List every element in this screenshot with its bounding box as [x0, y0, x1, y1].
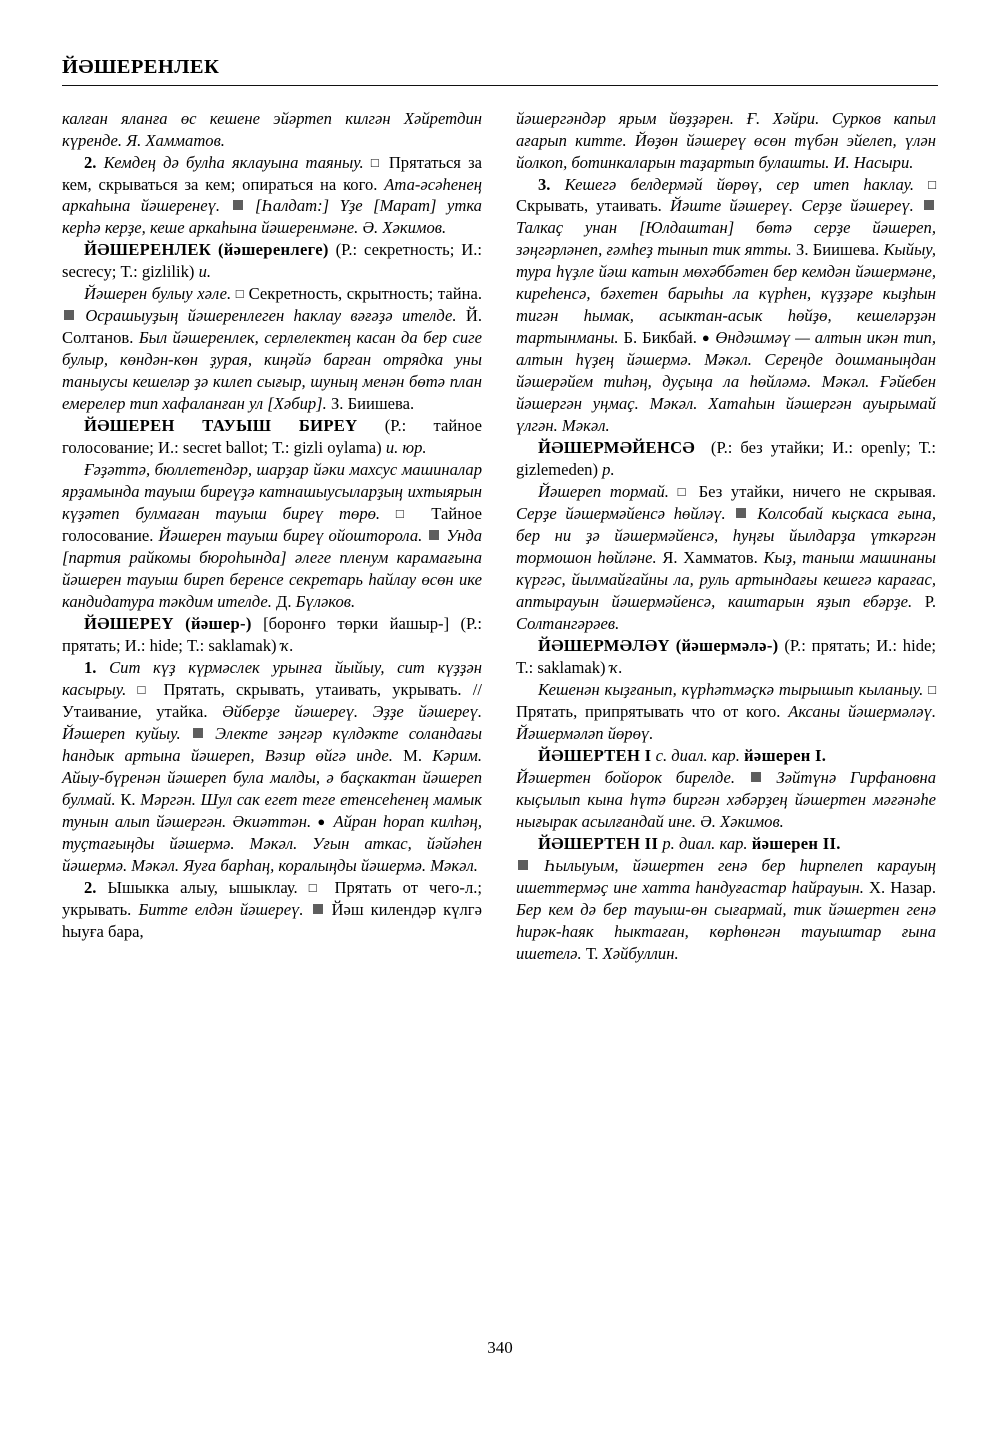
dictionary-entry [62, 239, 482, 283]
translation-marker-icon [678, 482, 690, 501]
entry-crossref: йәшерен II. [751, 834, 841, 854]
right-column [516, 108, 936, 965]
example-marker-icon [429, 530, 439, 540]
sense-block [62, 152, 482, 240]
entry-inflection: (йәшер-) [185, 614, 252, 634]
continuation-text: йәшергәндәр ярым йөҙҙәрен. Ғ. Хәйри. Сурков капыл ағарып китте. Йөҙөн йәшереү өсөн түбән эйелеп, үлән йолкоп, ботинкаларын таҙартып булашты. И. Насыри. [516, 108, 936, 172]
sense-block [516, 174, 936, 438]
translation-marker-icon [928, 175, 936, 194]
proverb-marker-icon [702, 328, 711, 347]
translation-marker-icon [236, 284, 244, 303]
dictionary-entry [516, 437, 936, 481]
entry-gloss: (Р.: прятать; И.: hide; Т.: saklamak) [516, 636, 936, 678]
entry-pos: ҡ. [280, 636, 294, 656]
dictionary-entry [516, 833, 936, 855]
entry-definition: Йәшерен булыу хәле. □ Секретность, скрытность; тайна. Осрашыуҙың йәшеренлеген һаклау вәғәҙә ителде. Й. Солтанов. Был йәшеренлек, серлелектең касан да бер сиге булыр, көндән-көн ҙурая, киңәйә барған отрядка уны таныусы кешеләр ҙә килеп сығыр, шуның менән бөтә план емерелер тип хафаланған ул [Хәбир]. З. Биишева. [62, 283, 482, 415]
translation-marker-icon [396, 504, 416, 523]
example-marker-icon [736, 508, 746, 518]
header-rule [62, 85, 938, 86]
entry-definition: Йәшертен бойорок бирелде. Зәйтүнә Гирфановна кыҫылып кына һүтә биргән хәбәрҙең йәшертен мәғәнәһе нығырак асылғандай ине. Ә. Хәкимов. [516, 768, 936, 832]
example-marker-icon [193, 728, 203, 738]
entry-gloss: (Р.: секретность; И.: secrecy; Т.: gizlilik) [62, 240, 482, 282]
entry-pos: р. [602, 460, 615, 480]
entry-crossref: йәшерен I. [744, 746, 827, 766]
entry-definition: Ғәҙәттә, бюллетендәр, шарҙар йәки махсус машиналар ярҙамында тауыш биреүҙә катнашыусыларҙың ихтыярын күҙәтеп булмаған тауыш биреү төрө. □ Тайное голосование. Йәшерен тауыш биреү ойошторола. Унда [партия райкомы бюроһында] әлеге пленум карамағына йәшерен тауыш биреп беренсе секретарь һайлау өсөн ике кандидатура тәкдим ителде. Д. Бүләков. [62, 459, 482, 613]
continuation-text: калған яланға өс кешене эйәртеп килгән Хәйретдин күренде. Я. Хамматов. [62, 108, 482, 150]
entry-inflection: (йәшеренлеге) [217, 240, 329, 260]
entry-pos: и. [198, 262, 212, 282]
sense-block [62, 877, 482, 943]
entry-definition: Йәшереп тормай. □ Без утайки, ничего не скрывая. Серҙе йәшермәйенсә һөйләү. Колсобай кыҫкаса ғына, бер ни ҙә йәшермәйенсә, һуңғы йылдарҙа үткәргән тормошон һөйләне. Я. Хамматов. Кыҙ, таныш машинаны күргәс, йылмайғайны ла, руль артындағы кешегә карағас, аптырауын йәшермәйенсә, каштарын яҙып ебәрҙе. Р. Солтангәрәев. [516, 481, 936, 635]
translation-marker-icon [928, 680, 936, 699]
entry-headword: ЙӘШЕРМӘЙЕНСӘ [538, 438, 695, 458]
sense-number: 3. [538, 174, 551, 194]
entry-grammar: с. диал. кар. [655, 746, 740, 766]
example-marker-icon [313, 904, 323, 914]
entry-etymology: [боронғо төрки йашыр-] [263, 614, 450, 634]
sense-text: Кешегә белдермәй йөрөү, сер итеп һаклау. □ Скрывать, утаивать. Йәште йәшереү. Серҙе йәшереү. Талкаҫ унан [Юлдаштан] бөтә серҙе йәшереп, зәңгәрләнеп, ғәмһеҙ тынып тик ятты. З. Биишева. Кыйыу, тура һүҙле йәш катын мөхәббәтен бер кемдән йәшермәне, киреһенсә, бәхетен барыһы ла күрһен, күҙҙәре кыҙһын тигән һымак, асыктан-асык һөйҙө, кешеләрҙән тартынманы. Б. Бикбай. ● Өндәшмәү — алтын икән тип, алтын һүҙең йәшермә. Мәкәл. Сереңде дошманыңдан йәшерәйем тиһәң, дуҫыңа ла һөйләмә. Мәкәл. Ғәйебен йәшергән уңмаҫ. Мәкәл. Хатаһын йәшергән ауырымай үлгән. Мәкәл. [516, 175, 936, 436]
sense-number: 2. [84, 878, 97, 897]
left-column [62, 108, 482, 943]
entry-headword: ЙӘШЕРЕҮ [84, 614, 174, 634]
two-column-body [62, 108, 938, 965]
example-marker-icon [518, 860, 528, 870]
entry-gloss: (Р.: прятать; И.: hide; Т.: saklamak) [62, 614, 482, 656]
continuation-paragraph [62, 108, 482, 152]
entry-inflection: (йәшермәлә-) [675, 636, 779, 656]
continuation-paragraph [516, 108, 936, 174]
entry-pos: ҡ. [609, 658, 623, 678]
entry-gloss: (Р.: без утайки; И.: openly; Т.: gizlemeden) [516, 438, 936, 480]
proverb-marker-icon [317, 812, 327, 831]
dictionary-entry [62, 415, 482, 459]
translation-marker-icon [309, 878, 324, 897]
dictionary-entry [516, 635, 936, 679]
translation-marker-icon [137, 680, 152, 699]
page-number: 340 [487, 1338, 513, 1357]
entry-headword: ЙӘШЕРЕНЛЕК [84, 240, 212, 260]
dictionary-entry [62, 613, 482, 657]
sense-text: Сит күҙ күрмәслек урынға йыйыу, сит күҙҙән касырыу. □ Прятать, скрывать, утаивать, укрывать. // Утаивание, утайка. Әйберҙе йәшереү. Эҙҙе йәшереү. Йәшереп куйыу. Электе зәңгәр күлдәкте соландағы һандык артына йәшереп, Вәзир өйгә инде. М. Кәрим. Айыу-бүренән йәшереп була малды, ә баҫкактан йәшереп булмай. К. Мәргән. Шул сак егет теге етенсеһенең мамык тунын алып йәшергән. Әкиәттән. ● Айран һорап килһәң, туҫтағыңды йәшермә. Мәкәл. Уғын аткас, йәйәһен йәшермә. Мәкәл. Яуға барһаң, коралыңды йәшермә. Мәкәл. [62, 658, 482, 875]
entry-headword: ЙӘШЕРЕН ТАУЫШ БИРЕҮ [84, 416, 358, 436]
entry-pos: и. юр. [385, 438, 427, 458]
entry-definition: Кешенән кыҙғанып, күрһәтмәҫкә тырышып кыланыу. □ Прятать, припрятывать что от кого. Аксаны йәшермәләү. Йәшермәләп йөрөү. [516, 679, 936, 745]
entry-gloss: (Р.: тайное голосование; И.: secret ballot; Т.: gizli oylama) [62, 416, 482, 458]
running-head: ЙӘШЕРЕНЛЕК [62, 56, 220, 78]
translation-marker-icon [371, 153, 382, 172]
entry-headword: ЙӘШЕРТЕН I [538, 746, 652, 766]
example-marker-icon [751, 772, 761, 782]
example-marker-icon [64, 310, 74, 320]
entry-headword: ЙӘШЕРТЕН II [538, 834, 659, 854]
sense-number: 2. [84, 152, 97, 172]
entry-headword: ЙӘШЕРМӘЛӘҮ [538, 636, 670, 656]
sense-number: 1. [84, 658, 97, 678]
sense-text: Ышыкка алыу, ышыклау. □ Прятать от чего-л.; укрывать. Битте елдән йәшереү. Йәш килендәр күлгә һыуға бара, [62, 878, 482, 941]
example-marker-icon [233, 200, 243, 210]
sense-block [62, 657, 482, 877]
dictionary-entry [516, 745, 936, 767]
example-marker-icon [924, 200, 934, 210]
sense-text: Кемдең дә булһа яклауына таяныу. □ Прятаться за кем, скрываться за кем; опираться на кого. Ата-әсәһенең аркаһына йәшеренеү. [Һалдат:] Үҙе [Марат] утка керһә керҙе, кеше аркаһына йәшеренмәне. Ә. Хәкимов. [62, 153, 482, 238]
entry-grammar: р. диал. кар. [662, 834, 748, 854]
entry-definition: Һылыуым, йәшертен генә бер һирпелеп карауың ишеттермәҫ ине хатта һандуғастар һайрауын. Х. Назар. Бер кем дә бер тауыш-өн сығармай, тик йәшертен генә һирәк-һаяк һыктаған, көрһөнгән тауыштар ғына ишетелә. Т. Хәйбуллин. [516, 856, 936, 963]
